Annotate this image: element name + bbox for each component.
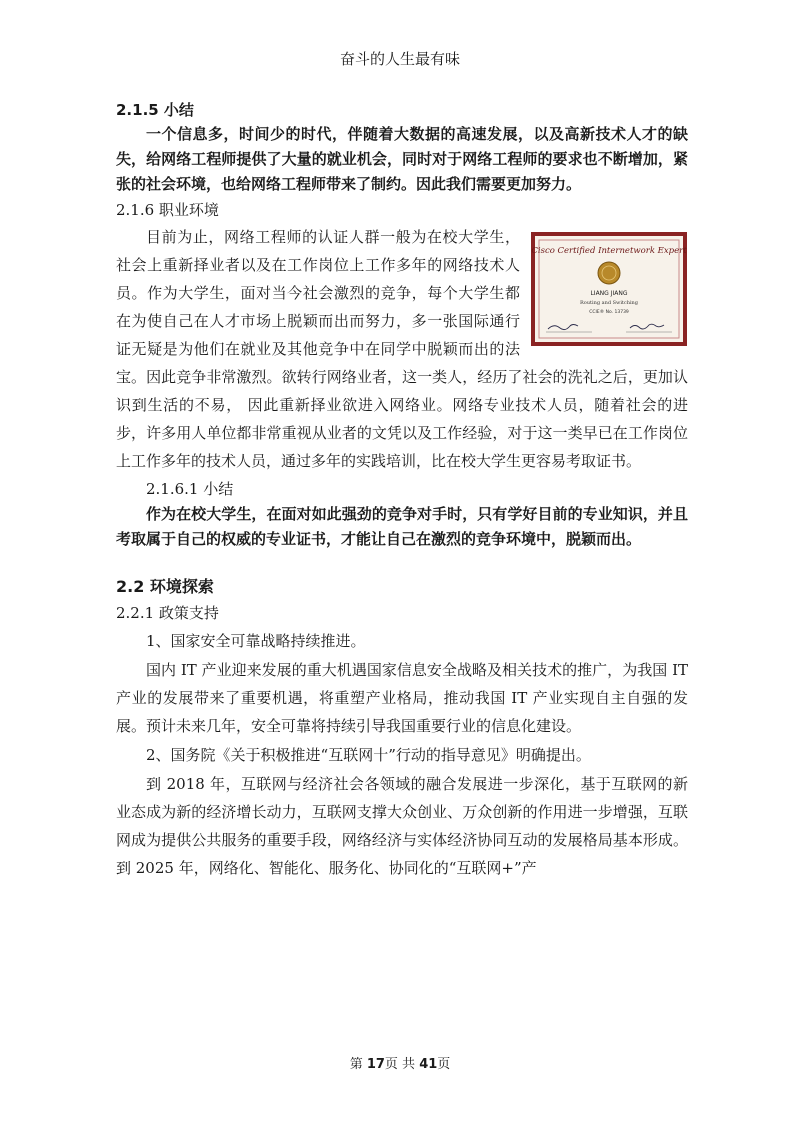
certificate-track: Routing and Switching: [580, 300, 638, 306]
paragraph-2-1-5: 一个信息多，时间少的时代，伴随着大数据的高速发展，以及高新技术人才的缺失，给网络工程师提供了大量的就业机会，同时对于网络工程师的要求也不断增加，紧张的社会环境，也给网络工程师带来了制约。因此我们需要更加努力。: [116, 125, 688, 193]
heading-2-1-5: 2.1.5 小结: [116, 101, 194, 119]
page-header: 奋斗的人生最有味: [339, 50, 460, 68]
certificate-image: [530, 231, 688, 347]
footer-suffix: 页: [437, 1057, 451, 1072]
certificate-number: CCIE® No. 13739: [589, 310, 629, 315]
paragraph-2-1-6: [116, 223, 688, 475]
seal-icon: [598, 262, 620, 284]
paragraph-2-1-6-text: 目前为止，网络工程师的认证人群一般为在校大学生，社会上重新择业者以及在工作岗位上工作多年的网络技术人员。作为大学生，面对当今社会激烈的竞争，每个大学生都在为使自己在人才市场上脱颖而出而努力，多一张国际通行证无疑是为他们在就业及其他竞争中在同学中脱颖而出的法宝。因此竞争非常激烈。欲转行网络业者，这一类人，经历了社会的洗礼之后，更加认识到生活的不易， 因此重新择业欲进入网络业。网络专业技术人员，随着社会的进步，许多用人单位都非常重视从业者的文凭以及工作经验，对于这一类早已在工作岗位上工作多年的技术人员，通过多年的实践培训，比在校大学生更容易考取证书。: [116, 228, 688, 470]
certificate-graphic: [530, 231, 688, 347]
heading-2-1-6: 2.1.6 职业环境: [116, 201, 219, 219]
paragraph-2-2-1-a: 国内 IT 产业迎来发展的重大机遇国家信息安全战略及相关技术的推广，为我国 IT 产业的发展带来了重要机遇，将重塑产业格局，推动我国 IT 产业实现自主自强的发展。预计未来几年，安全可靠将持续引导我国重要行业的信息化建设。: [116, 661, 688, 735]
paragraph-2-1-6-1: 作为在校大学生，在面对如此强劲的竞争对手时，只有学好目前的专业知识，并且考取属于自己的权威的专业证书，才能让自己在激烈的竞争环境中，脱颖而出。: [116, 505, 688, 548]
page-content: [116, 98, 688, 882]
footer-page-total: 41: [419, 1057, 438, 1072]
footer-page-number: 17: [366, 1057, 385, 1072]
certificate-title: Cisco Certified Internetwork Expert: [531, 246, 687, 256]
list-item-2: 2、国务院《关于积极推进“互联网十”行动的指导意见》明确提出。: [146, 746, 591, 764]
heading-2-2-1: 2.2.1 政策支持: [116, 604, 219, 622]
paragraph-2-2-1-b: 到 2018 年，互联网与经济社会各领域的融合发展进一步深化，基于互联网的新业态成为新的经济增长动力，互联网支撑大众创业、万众创新的作用进一步增强，互联网成为提供公共服务的重要手段，网络经济与实体经济协同互动的发展格局基本形成。到 2025 年，网络化、智能化、服务化、协同化的“互联网+”产: [116, 775, 688, 877]
list-item-1: 1、国家安全可靠战略持续推进。: [146, 632, 366, 650]
heading-2-2: 2.2 环境探索: [116, 577, 214, 596]
heading-2-1-6-1: 2.1.6.1 小结: [146, 480, 234, 498]
certificate-holder-name: LIANG JIANG: [590, 290, 628, 297]
footer-middle: 页 共: [384, 1057, 420, 1072]
footer-prefix: 第: [349, 1057, 367, 1072]
page-footer: [0, 1053, 800, 1072]
